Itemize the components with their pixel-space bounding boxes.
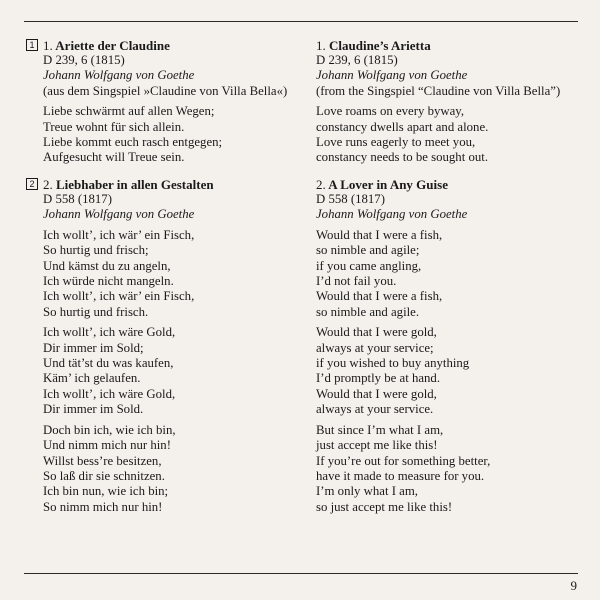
track-number-box: 1: [26, 39, 38, 51]
verse-line: Ich wollt’, ich wäre Gold,: [43, 325, 176, 340]
verse-line: so nimble and agile;: [316, 243, 420, 258]
catalog-number: D 558 (1817): [43, 192, 112, 206]
song-1-german: [26, 38, 298, 166]
song-title: 2. Liebhaber in allen Gestalten: [43, 177, 214, 192]
verse-line: so nimble and agile.: [316, 304, 420, 319]
song-title: 2. A Lover in Any Guise: [316, 177, 448, 192]
verse-line: So hurtig und frisch.: [43, 304, 149, 319]
verse-line: I’d promptly be at hand.: [316, 371, 441, 386]
stanza: [316, 423, 588, 515]
verse-line: Dir immer im Sold.: [43, 402, 144, 417]
catalog-number: D 239, 6 (1815): [316, 53, 398, 67]
verse-line: So nimm mich nur hin!: [43, 499, 163, 514]
verse-line: Und kämst du zu angeln,: [43, 258, 171, 273]
verse-line: Would that I were a fish,: [316, 227, 443, 242]
song-title: 1. Ariette der Claudine: [43, 38, 170, 53]
verse-line: if you wished to buy anything: [316, 356, 470, 371]
verse-line: Love roams on every byway,: [316, 104, 465, 119]
verse-line: Would that I were gold,: [316, 386, 437, 401]
verse-line: Treue wohnt für sich allein.: [43, 119, 185, 134]
verse-line: Would that I were gold,: [316, 325, 437, 340]
verse-line: Willst bess’re besitzen,: [43, 453, 162, 468]
song-1-english: [316, 38, 588, 166]
verse-line: have it made to measure for you.: [316, 468, 485, 483]
verse-line: Liebe schwärmt auf allen Wegen;: [43, 104, 215, 119]
verse-line: Käm’ ich gelaufen.: [43, 371, 141, 386]
song-2-english: [316, 177, 588, 515]
author: Johann Wolfgang von Goethe: [316, 68, 468, 83]
verse-line: So laß dir sie schnitzen.: [43, 468, 165, 483]
verse-line: Love runs eagerly to meet you,: [316, 135, 476, 150]
source-note: (aus dem Singspiel »Claudine von Villa Bella«): [43, 83, 288, 98]
verse-line: always at your service;: [316, 340, 434, 355]
song-2-german: [26, 177, 298, 515]
verse-line: Und nimm mich nur hin!: [43, 438, 171, 453]
stanza: [43, 423, 298, 515]
stanza: [316, 325, 588, 417]
catalog-number: D 239, 6 (1815): [43, 53, 125, 67]
verse-line: I’d not fail you.: [316, 274, 397, 289]
author: Johann Wolfgang von Goethe: [43, 68, 195, 83]
verse-line: always at your service.: [316, 402, 434, 417]
verse-line: If you’re out for something better,: [316, 453, 491, 468]
verse-line: just accept me like this!: [316, 438, 438, 453]
stanza: [316, 104, 588, 166]
verse-line: Would that I were a fish,: [316, 289, 443, 304]
verse-line: Dir immer im Sold;: [43, 340, 144, 355]
verse-line: Liebe kommt euch rasch entgegen;: [43, 135, 223, 150]
verse-line: Ich wollt’, ich wäre Gold,: [43, 386, 176, 401]
bottom-rule: [24, 573, 578, 574]
source-note: (from the Singspiel “Claudine von Villa Bella”): [316, 83, 561, 98]
verse-line: constancy needs to be sought out.: [316, 150, 489, 165]
verse-line: Doch bin ich, wie ich bin,: [43, 422, 176, 437]
verse-line: Ich bin nun, wie ich bin;: [43, 484, 169, 499]
stanza: [43, 228, 298, 320]
verse-line: Ich würde nicht mangeln.: [43, 274, 174, 289]
page-number: 9: [570, 578, 577, 593]
author: Johann Wolfgang von Goethe: [43, 207, 195, 222]
verse-line: Ich wollt’, ich wär’ ein Fisch,: [43, 289, 195, 304]
top-rule: [24, 21, 578, 22]
track-number-box: 2: [26, 178, 38, 190]
verse-line: But since I’m what I am,: [316, 422, 444, 437]
verse-line: Ich wollt’, ich wär’ ein Fisch,: [43, 227, 195, 242]
verse-line: Aufgesucht will Treue sein.: [43, 150, 185, 165]
verse-line: So hurtig und frisch;: [43, 243, 149, 258]
stanza: [43, 325, 298, 417]
verse-line: so just accept me like this!: [316, 499, 453, 514]
verse-line: if you came angling,: [316, 258, 422, 273]
stanza: [43, 104, 298, 166]
song-title: 1. Claudine’s Arietta: [316, 38, 431, 53]
author: Johann Wolfgang von Goethe: [316, 207, 468, 222]
stanza: [316, 228, 588, 320]
catalog-number: D 558 (1817): [316, 192, 385, 206]
verse-line: I’m only what I am,: [316, 484, 418, 499]
verse-line: constancy dwells apart and alone.: [316, 119, 489, 134]
verse-line: Und tät’st du was kaufen,: [43, 356, 174, 371]
